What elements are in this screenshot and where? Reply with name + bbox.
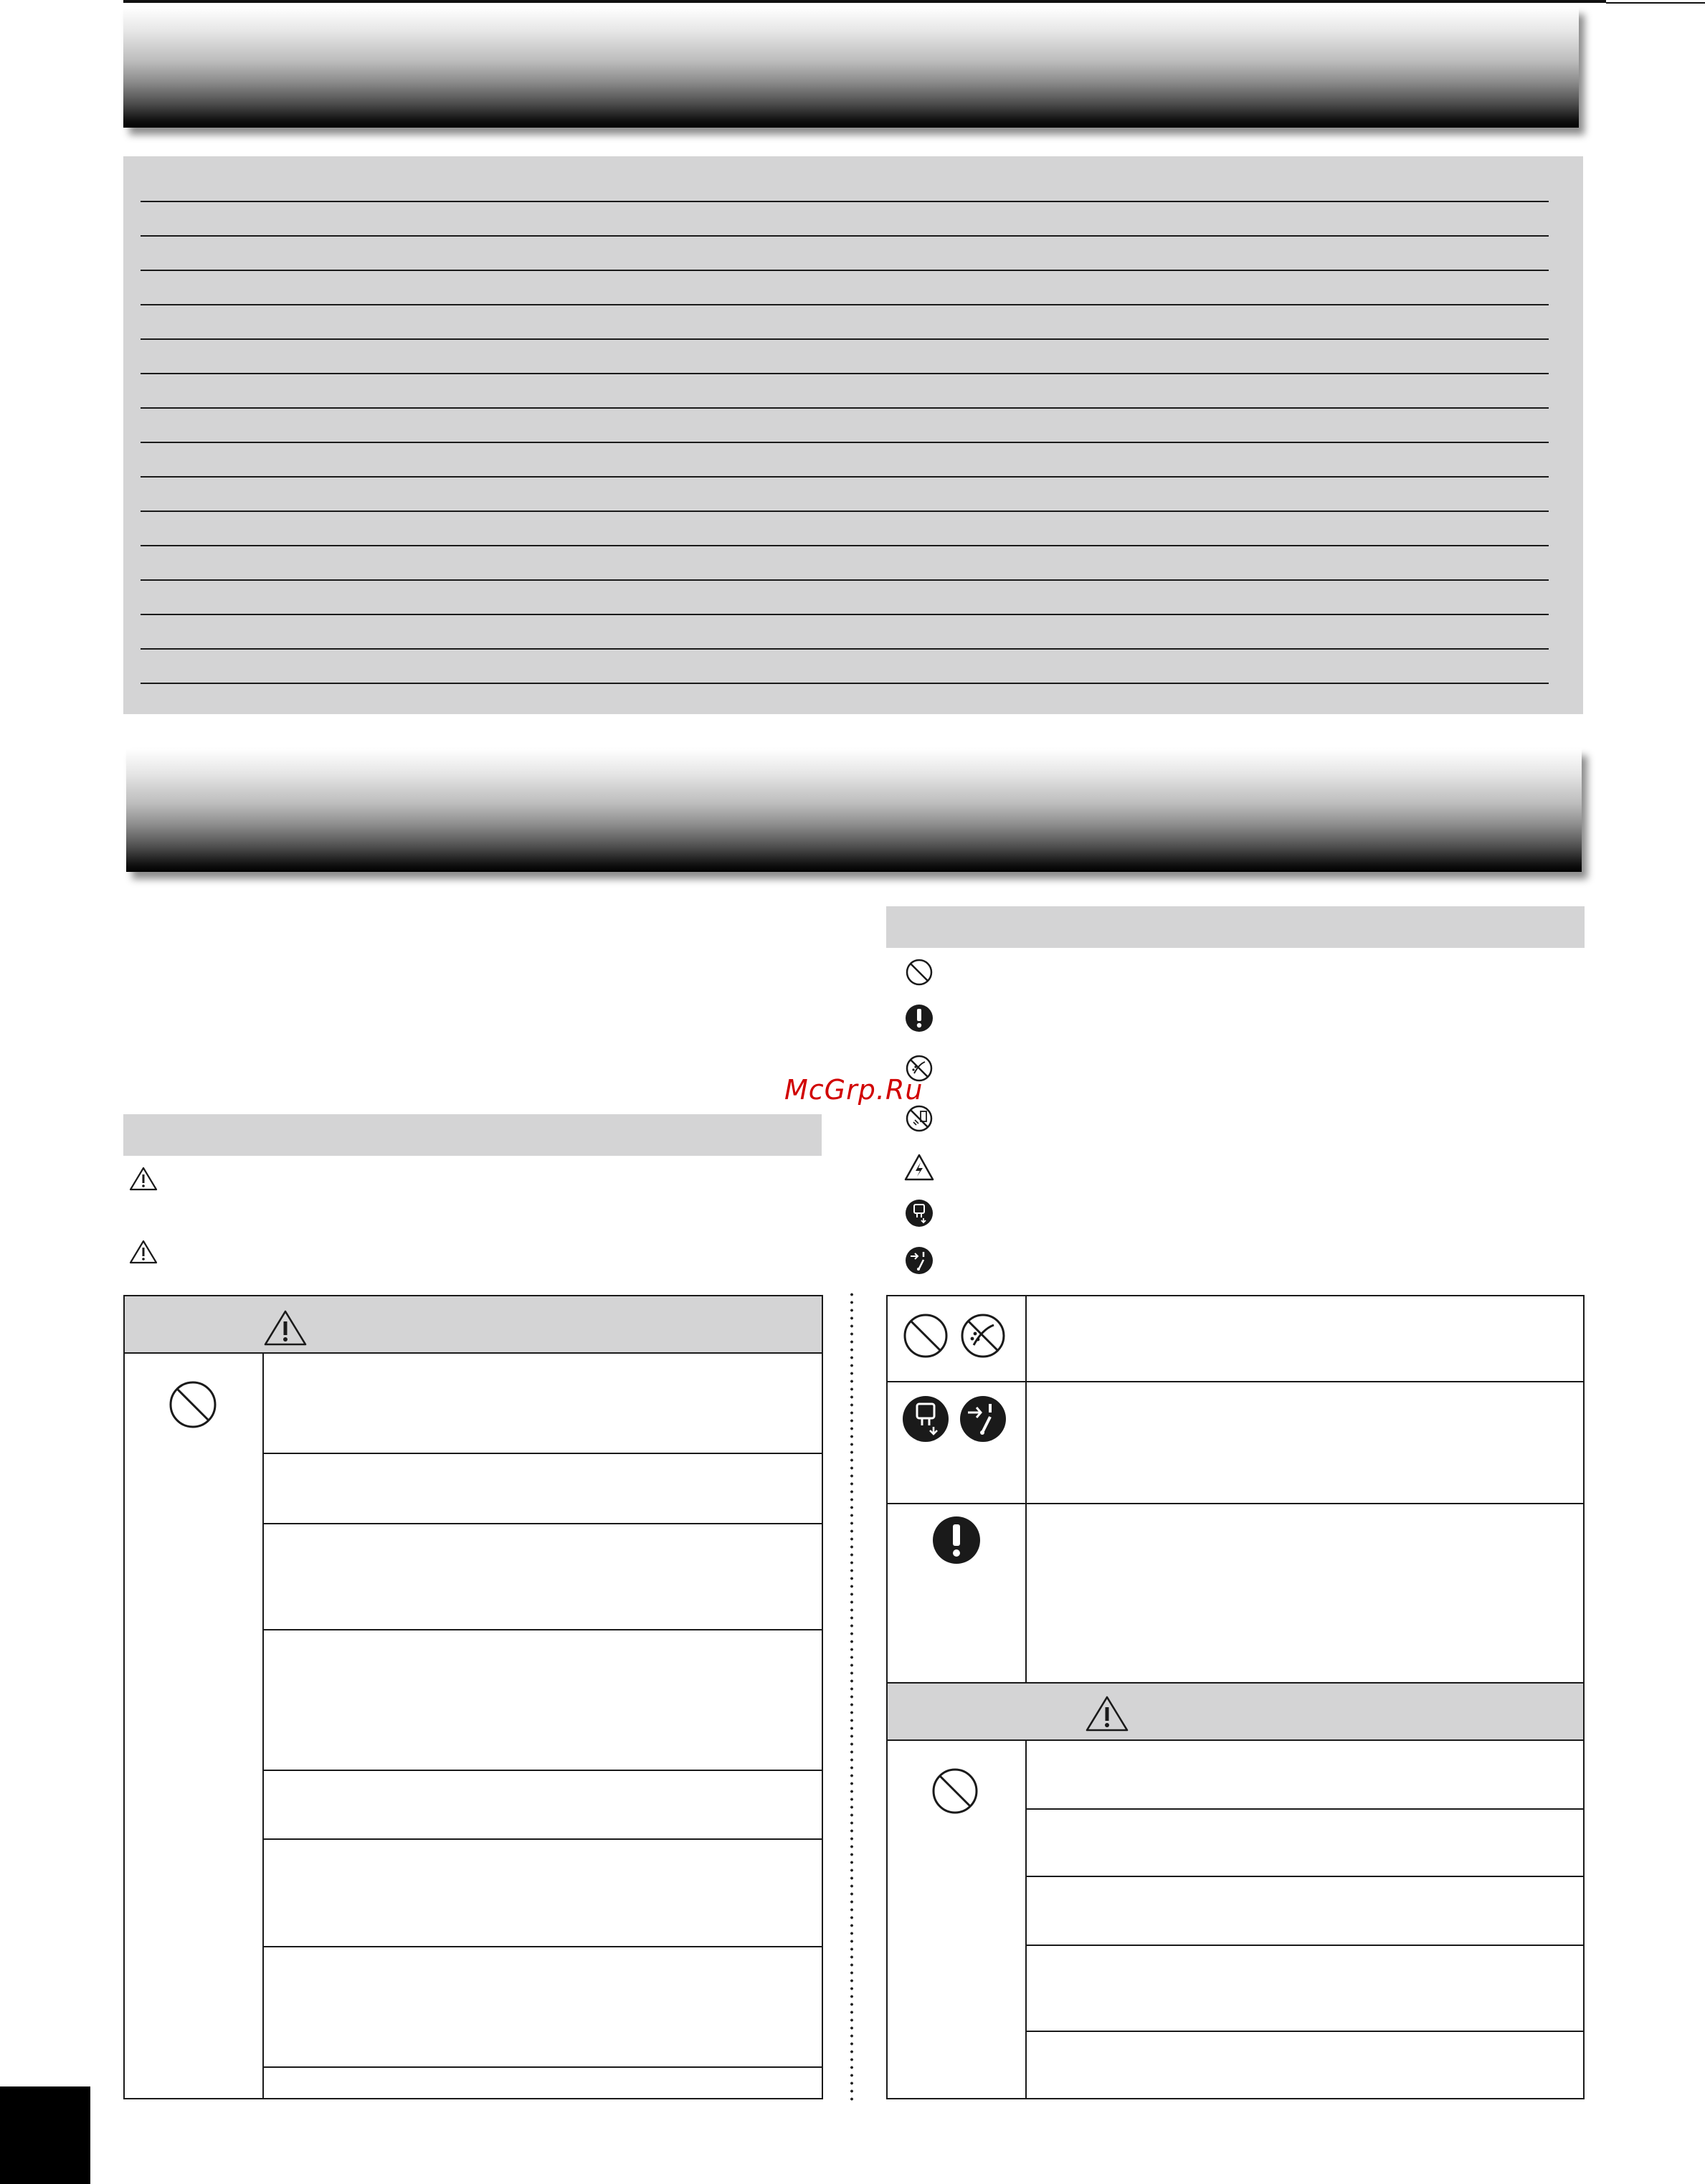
unplug-icon: [905, 1199, 934, 1228]
contents-row-line: [141, 338, 1549, 340]
warning-triangle-icon: [128, 1166, 159, 1192]
no-water-icon: [905, 1104, 934, 1133]
contents-row-line: [141, 442, 1549, 443]
top-rule-right: [1606, 2, 1705, 4]
exclamation-icon: [932, 1516, 981, 1565]
contents-row-line: [141, 407, 1549, 409]
row-divider: [262, 1629, 822, 1630]
header-divider: [888, 1739, 1583, 1741]
prohibited-icon: [168, 1380, 218, 1430]
safety-banner: [126, 749, 1582, 872]
contents-banner: [123, 7, 1579, 128]
row-divider: [888, 1381, 1583, 1382]
caution-table: [886, 1295, 1585, 2099]
disconnect-icon: [905, 1246, 934, 1275]
signal-words-heading: [123, 1114, 822, 1156]
contents-box: [123, 156, 1583, 714]
header-divider: [125, 1352, 822, 1354]
electric-shock-warning-icon: [903, 1153, 935, 1182]
contents-row-line: [141, 579, 1549, 581]
exclamation-icon: [905, 1004, 934, 1032]
contents-row-line: [141, 614, 1549, 615]
contents-row-line: [141, 235, 1549, 237]
row-divider: [1025, 1808, 1583, 1810]
no-wet-hands-icon: [959, 1312, 1007, 1359]
row-divider: [262, 2066, 822, 2068]
row-divider: [888, 1503, 1583, 1504]
contents-row-line: [141, 683, 1549, 684]
contents-row-line: [141, 476, 1549, 478]
warning-table: [123, 1295, 823, 2099]
contents-row-line: [141, 511, 1549, 512]
top-rule: [123, 0, 1606, 3]
row-divider: [1025, 1876, 1583, 1877]
row-divider: [1025, 2031, 1583, 2032]
row-divider: [1025, 1945, 1583, 1946]
caution-table-header: [888, 1684, 1583, 1739]
contents-row-line: [141, 201, 1549, 202]
row-divider: [262, 1523, 822, 1524]
row-divider: [262, 1770, 822, 1771]
warning-table-header: [125, 1296, 822, 1352]
row-divider: [262, 1946, 822, 1947]
prohibited-icon: [902, 1312, 949, 1359]
warning-triangle-icon: [262, 1309, 308, 1347]
warning-triangle-icon: [128, 1239, 159, 1265]
warning-triangle-icon: [1084, 1695, 1130, 1732]
contents-row-line: [141, 373, 1549, 374]
watermark: McGrp.Ru: [784, 1074, 923, 1106]
symbol-legend-heading: [886, 906, 1585, 948]
row-divider: [262, 1453, 822, 1454]
column-divider: [262, 1352, 264, 2098]
unplug-icon: [902, 1395, 949, 1443]
page-number-block: [0, 2086, 90, 2184]
contents-row-line: [141, 270, 1549, 271]
contents-row-line: [141, 545, 1549, 546]
contents-row-line: [141, 648, 1549, 650]
disconnect-icon: [959, 1395, 1007, 1443]
row-divider: [262, 1838, 822, 1840]
prohibited-icon: [905, 958, 934, 987]
prohibited-icon: [931, 1767, 979, 1815]
column-separator: [850, 1291, 853, 2101]
contents-row-line: [141, 304, 1549, 305]
